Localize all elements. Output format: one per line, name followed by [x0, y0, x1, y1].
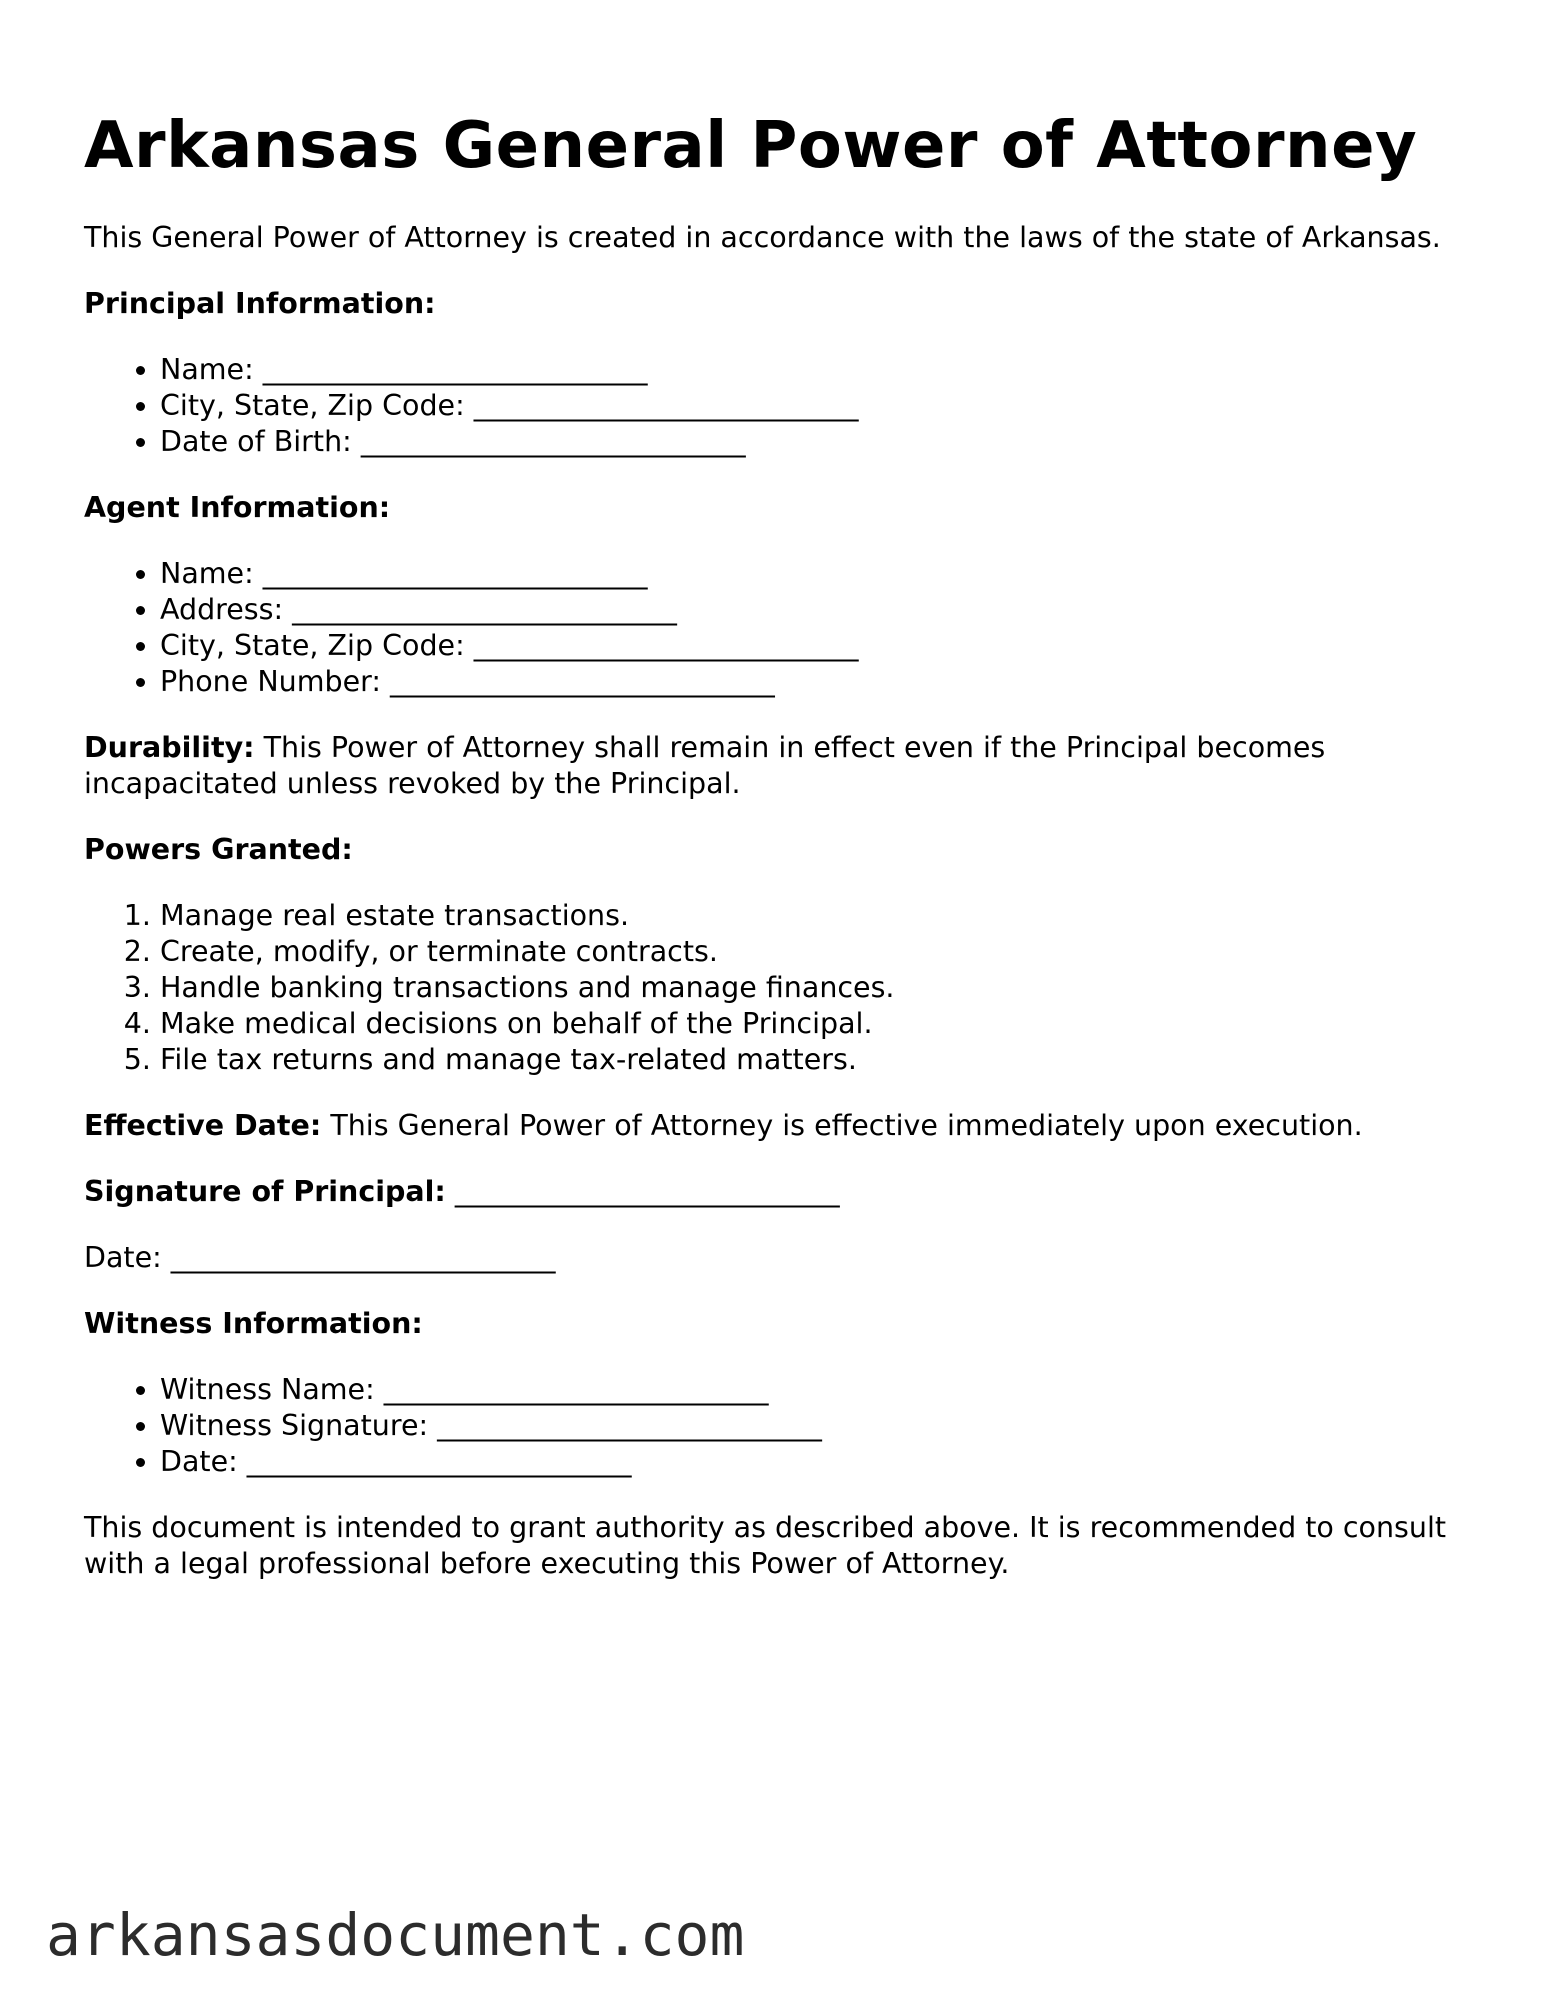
power-item: 2. Create, modify, or terminate contracts. — [160, 934, 1484, 970]
blank-line: ___________________________ — [437, 1409, 822, 1442]
blank-line: ___________________________ — [383, 1373, 769, 1406]
principal-name-field — [160, 352, 1484, 388]
date-label: Date: — [84, 1241, 162, 1274]
power-item: 3. Handle banking transactions and manage finances. — [160, 970, 1484, 1006]
date-line — [84, 1240, 1484, 1276]
power-item: 4. Make medical decisions on behalf of the Principal. — [160, 1006, 1484, 1042]
document-page — [84, 108, 1484, 1612]
witness-name-field — [160, 1372, 1484, 1408]
blank-line: ___________________________ — [170, 1241, 556, 1274]
field-label: Date: — [160, 1445, 238, 1478]
agent-fields-list — [84, 556, 1484, 700]
principal-city-field — [160, 388, 1484, 424]
field-label: Address: — [160, 593, 284, 626]
principal-dob-field — [160, 424, 1484, 460]
agent-phone-field — [160, 664, 1484, 700]
blank-line: ___________________________ — [292, 593, 677, 626]
field-label: City, State, Zip Code: — [160, 389, 465, 422]
powers-heading: Powers Granted: — [84, 833, 353, 866]
agent-heading: Agent Information: — [84, 491, 391, 524]
field-label: Name: — [160, 353, 254, 386]
document-title: Arkansas General Power of Attorney — [84, 109, 1418, 183]
field-label: Phone Number: — [160, 665, 381, 698]
blank-line: ___________________________ — [360, 425, 746, 458]
principal-fields-list — [84, 352, 1484, 460]
powers-list — [84, 898, 1484, 1078]
field-label: Witness Signature: — [160, 1409, 429, 1442]
field-label: Date of Birth: — [160, 425, 352, 458]
effective-date-text: This General Power of Attorney is effective immediately upon execution. — [330, 1109, 1363, 1142]
effective-date-label: Effective Date: — [84, 1109, 322, 1142]
principal-heading: Principal Information: — [84, 287, 436, 320]
agent-name-field — [160, 556, 1484, 592]
field-label: Name: — [160, 557, 254, 590]
field-label: City, State, Zip Code: — [160, 629, 465, 662]
blank-line: ___________________________ — [454, 1175, 840, 1208]
blank-line: ___________________________ — [473, 389, 859, 422]
durability-label: Durability: — [84, 731, 255, 764]
witness-fields-list — [84, 1372, 1484, 1480]
power-item: 5. File tax returns and manage tax-related matters. — [160, 1042, 1484, 1078]
witness-heading: Witness Information: — [84, 1307, 423, 1340]
closing-paragraph: This document is intended to grant authority as described above. It is recommended to consult with a legal professional before executing this Power of Attorney. — [84, 1511, 1447, 1580]
durability-text: This Power of Attorney shall remain in effect even if the Principal becomes incapacitated unless revoked by the Principal. — [84, 731, 1326, 800]
witness-signature-field — [160, 1408, 1484, 1444]
blank-line: ___________________________ — [262, 353, 648, 386]
agent-city-field — [160, 628, 1484, 664]
witness-date-field — [160, 1444, 1484, 1480]
blank-line: ___________________________ — [262, 557, 648, 590]
effective-date-paragraph — [84, 1108, 1484, 1144]
intro-paragraph: This General Power of Attorney is created in accordance with the laws of the state of Arkansas. — [84, 221, 1441, 254]
signature-label: Signature of Principal: — [84, 1175, 446, 1208]
blank-line: ___________________________ — [473, 629, 859, 662]
blank-line: ___________________________ — [246, 1445, 632, 1478]
site-watermark: arkansasdocument.com — [46, 1901, 745, 1969]
agent-address-field — [160, 592, 1484, 628]
blank-line: ___________________________ — [390, 665, 775, 698]
field-label: Witness Name: — [160, 1373, 375, 1406]
principal-signature-line — [84, 1174, 1484, 1210]
durability-paragraph — [84, 730, 1484, 802]
power-item: 1. Manage real estate transactions. — [160, 898, 1484, 934]
